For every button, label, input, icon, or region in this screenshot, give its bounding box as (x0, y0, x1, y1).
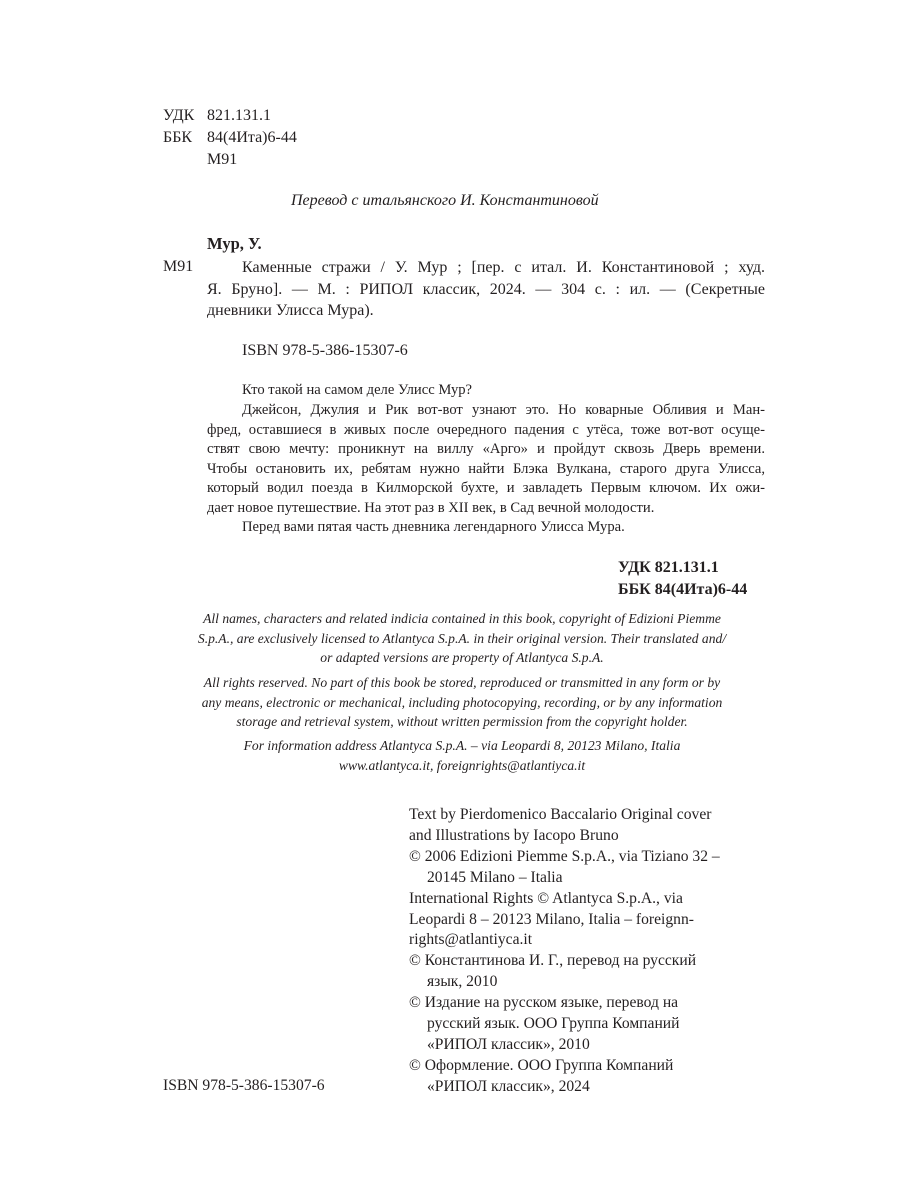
credits-line: rights@atlantiyca.it (409, 931, 533, 949)
description-line: Каменные стражи / У. Мур ; [пер. с итал. И. Константиновой ; худ. (242, 259, 765, 276)
author-mark-side: М91 (163, 258, 194, 275)
bbk-label: ББК (163, 129, 193, 146)
license-line: All names, characters and related indicia contained in this book, copyright of Edizioni Piemme (203, 611, 721, 626)
credits-line: © Оформление. ООО Группа Компаний (409, 1056, 674, 1074)
license-line: For information address Atlantyca S.p.A. – via Leopardi 8, 20123 Milano, Italia (243, 738, 681, 753)
udk-row (163, 106, 271, 126)
credits-line: © 2006 Edizioni Piemme S.p.A., via Tiziano 32 – (409, 847, 720, 865)
author-mark-top: М91 (207, 151, 238, 168)
credits-line: Text by Pierdomenico Baccalario Original cover (409, 806, 712, 823)
credits-line: язык, 2010 (427, 973, 498, 991)
license-paragraph-2 (160, 673, 764, 732)
license-line: All rights reserved. No part of this book be stored, reproduced or transmitted in any form or by (203, 675, 721, 690)
annotation-line: ствят свою мечту: проникнут на виллу «Арго» и пройдут сквозь Дверь времени. (207, 441, 765, 458)
license-line: or adapted versions are property of Atlantyca S.p.A. (320, 650, 604, 666)
description-line: дневники Улисса Мура). (207, 302, 374, 319)
credits-line: Leopardi 8 – 20123 Milano, Italia – foreignn- (409, 910, 694, 928)
annotation-line: который водил поезда в Килморской бухте, и завладеть Первым ключом. Их ожи- (207, 480, 765, 497)
credits-line: русский язык. ООО Группа Компаний (427, 1015, 680, 1033)
credits-block (409, 805, 769, 1098)
udk-value: 821.131.1 (207, 107, 271, 124)
bbk-value: 84(4Ита)6-44 (207, 129, 297, 146)
bbk-row (163, 128, 297, 148)
annotation-closing: Перед вами пятая часть дневника легендарного Улисса Мура. (242, 519, 625, 535)
udk-label: УДК (163, 107, 195, 124)
annotation-line: дает новое путешествие. На этот раз в XII век, в Сад вечной молодости. (207, 499, 655, 516)
description-line: Я. Бруно]. — М. : РИПОЛ классик, 2024. — 304 с. : ил. — (Секретные (207, 280, 765, 298)
credits-line: «РИПОЛ классик», 2010 (427, 1035, 590, 1053)
license-contact (160, 736, 764, 775)
annotation-line: Чтобы остановить их, ребятам нужно найти Блэка Вулкана, старого друга Улисса, (207, 460, 765, 477)
license-line: any means, electronic or mechanical, including photocopying, recording, or by any information (201, 694, 723, 710)
credits-line: «РИПОЛ классик», 2024 (427, 1077, 590, 1095)
udk-right: УДК 821.131.1 (618, 559, 719, 576)
credits-line: © Константинова И. Г., перевод на русский (409, 952, 697, 970)
credits-line: International Rights © Atlantyca S.p.A., via (409, 889, 683, 907)
annotation-line: Джейсон, Джулия и Рик вот-вот узнают это. Но коварные Обливия и Ман- (242, 402, 765, 418)
license-line: storage and retrieval system, without written permission from the copyright holder. (236, 714, 688, 730)
annotation-question: Кто такой на самом деле Улисс Мур? (242, 382, 473, 398)
license-paragraph-1 (160, 609, 764, 668)
license-line: www.atlantyca.it, foreignrights@atlantiyca.it (338, 757, 586, 773)
bibliographic-description (207, 257, 765, 322)
translation-note: Перевод с итальянского И. Константиновой (291, 192, 599, 209)
annotation-line: фред, оставшиеся в живых после очередного падения с утёса, тоже вот-вот осуще- (207, 421, 765, 438)
credits-line: 20145 Milano – Italia (427, 868, 563, 886)
credits-line: © Издание на русском языке, перевод на (409, 994, 679, 1012)
author-heading: Мур, У. (207, 234, 262, 253)
credits-line: and Illustrations by Iacopo Bruno (409, 826, 619, 844)
annotation-paragraph (207, 401, 765, 519)
license-line: S.p.A., are exclusively licensed to Atlantyca S.p.A. in their original version. Their translated and/ (197, 630, 727, 646)
footer-isbn: ISBN 978-5-386-15307-6 (163, 1077, 325, 1094)
isbn-main: ISBN 978-5-386-15307-6 (242, 342, 408, 359)
bbk-right: ББК 84(4Ита)6-44 (618, 581, 748, 598)
